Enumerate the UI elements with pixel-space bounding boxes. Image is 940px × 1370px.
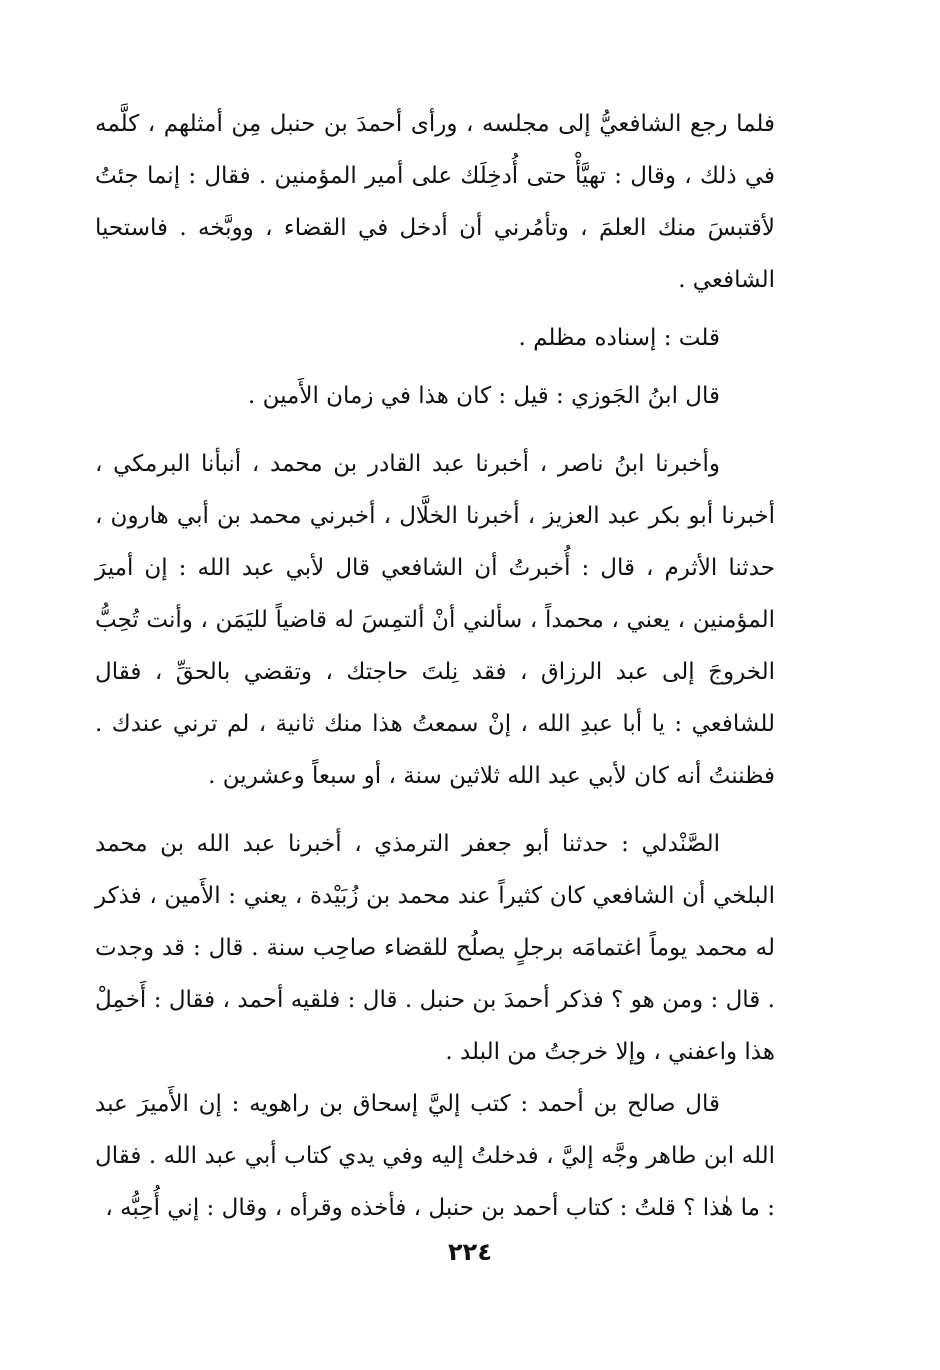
paragraph-shafii-return: فلما رجع الشافعيُّ إلى مجلسه ، ورأى أحمدَ بن حنبل مِن أمثلهم ، كلَّمه في ذلك ، وقال : تهيَّأْ حتى أُدخِلَك على أمير المؤمنين . فقال : إنما جئتُ لأقتبسَ منك العلمَ ، وتأمُرني أن أدخل في القضاء ، ووبَّخه . فاستحيا الشافعي . [95, 111, 775, 293]
page-number: ٢٢٤ [448, 1238, 492, 1266]
paragraph-salih-report: قال صالح بن أحمد : كتب إليَّ إسحاق بن راهويه : إن الأَميرَ عبد الله ابن طاهر وجَّه إليَّ ، فدخلتُ إليه وفي يدي كتاب أبي عبد الله . فقال : ما هٰذا ؟ قلتُ : كتاب أحمد بن حنبل ، فأخذه وقرأه ، وقال : إني أُحِبُّه ، [95, 1091, 775, 1221]
paragraph-isnad-note: قلت : إسناده مظلم . [518, 325, 720, 351]
paragraph-ibn-jawzi: قال ابنُ الجَوزي : قيل : كان هذا في زمان الأَمين . [247, 383, 720, 409]
paragraph-ibn-nasir-report: وأخبرنا ابنُ ناصر ، أخبرنا عبد القادر بن محمد ، أنبأنا البرمكي ، أخبرنا أبو بكر عبد العزيز ، أخبرنا الخلَّال ، أخبرني محمد بن أبي هارون ، حدثنا الأثرم ، قال : أُخبرتُ أن الشافعي قال لأبي عبد الله : إن أميرَ المؤمنين ، يعني ، محمداً ، سألني أنْ ألتمِسَ له قاضياً لليَمَن ، وأنت تُحِبُّ الخروجَ إلى عبد الرزاق ، فقد نِلتَ حاجتك ، وتقضي بالحقِّ ، فقال للشافعي : يا أبا عبدِ الله ، إنْ سمعتُ هذا منك ثانية ، لم ترني عندك . فظننتُ أنه كان لأبي عبد الله ثلاثين سنة ، أو سبعاً وعشرين . [95, 451, 775, 789]
paragraph-sandali-report: الصَّنْدلي : حدثنا أبو جعفر الترمذي ، أخبرنا عبد الله بن محمد البلخي أن الشافعي كان كثيراً عند محمد بن زُبَيْدة ، يعني : الأَمين ، فذكر له محمد يوماً اغتمامَه برجلٍ يصلُح للقضاء صاحِب سنة . قال : قد وجدت . قال : ومن هو ؟ فذكر أحمدَ بن حنبل . قال : فلقيه أحمد ، فقال : أَخمِلْ هذا واعفني ، وإلا خرجتُ من البلد . [95, 831, 775, 1065]
